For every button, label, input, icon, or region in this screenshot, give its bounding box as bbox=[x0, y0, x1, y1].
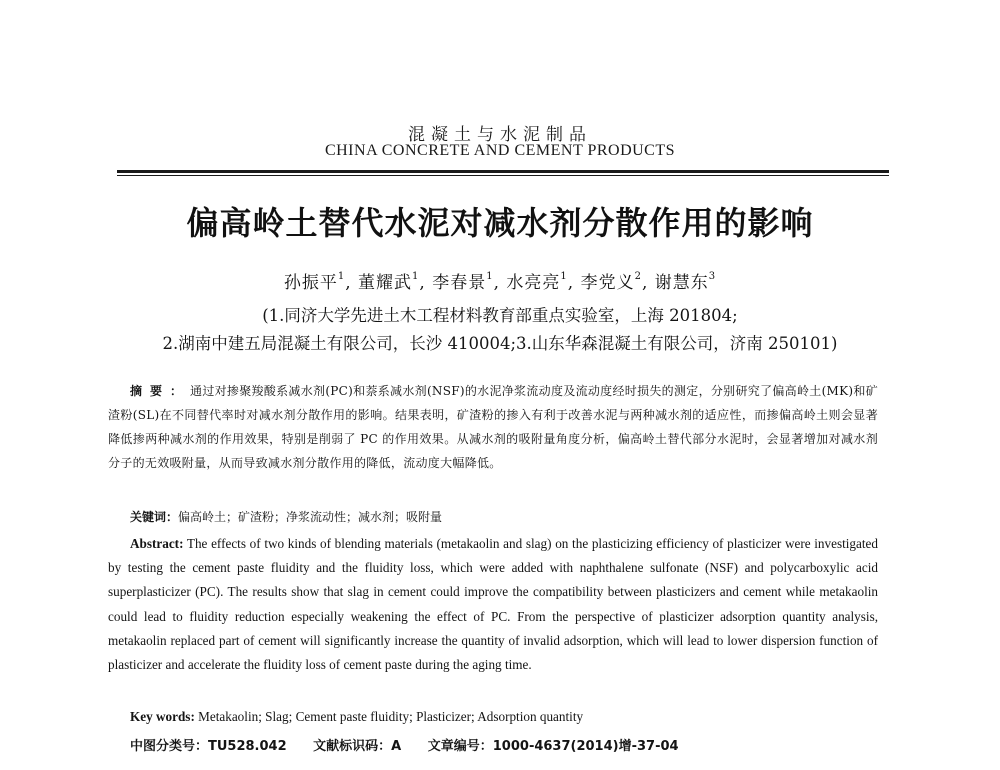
author-name: 李党义 bbox=[580, 273, 635, 293]
classification-line bbox=[130, 735, 830, 754]
abstract-english-label: Abstract: bbox=[130, 536, 184, 551]
journal-name-english: CHINA CONCRETE AND CEMENT PRODUCTS bbox=[324, 142, 676, 159]
author-list: 孙振平$^1$, 董耀武$^1$, 李春景$^1$, 水亮亮$^1$, 李党义$^2$, 谢慧东$^3$ bbox=[283, 271, 717, 293]
keywords-chinese bbox=[130, 507, 870, 527]
abstract-english bbox=[108, 532, 878, 677]
header-rule-thick bbox=[117, 170, 889, 173]
keywords-chinese-label: 关键词： bbox=[130, 510, 179, 524]
author-affil-mark: 2 bbox=[634, 271, 642, 283]
affiliation-line-2: 2.湖南中建五局混凝土有限公司，长沙 410004;3.山东华森混凝土有限公司，济南 250101) bbox=[162, 334, 838, 353]
author-name: 孙振平 bbox=[283, 273, 338, 293]
abstract-chinese bbox=[108, 379, 878, 475]
author-name: 李春景 bbox=[432, 273, 487, 293]
keywords-chinese-text: 偏高岭土；矿渣粉；净浆流动性；减水剂；吸附量 bbox=[178, 510, 443, 524]
keywords-english-text: Metakaolin; Slag; Cement paste fluidity; Plasticizer; Adsorption quantity bbox=[198, 709, 584, 724]
keywords-english-label: Key words: bbox=[130, 709, 195, 724]
paper-title: 偏高岭土替代水泥对减水剂分散作用的影响 bbox=[186, 204, 814, 242]
author-name: 董耀武 bbox=[358, 273, 413, 293]
article-number: 文章编号：1000-4637(2014)增-37-04 bbox=[427, 739, 679, 754]
document-code: 文献标识码：A bbox=[313, 739, 402, 754]
author-affil-mark: 1 bbox=[412, 271, 420, 283]
author-affil-mark: 1 bbox=[560, 271, 568, 283]
header-rule-thin bbox=[117, 175, 889, 176]
author-name: 谢慧东 bbox=[654, 273, 709, 293]
abstract-chinese-text: 通过对掺聚羧酸系减水剂(PC)和萘系减水剂(NSF)的水泥净浆流动度及流动度经时损失的测定，分别研究了偏高岭土(MK)和矿渣粉(SL)在不同替代率时对减水剂分散作用的影响。结果表明，矿渣粉的掺入有利于改善水泥与两种减水剂的适应性，而掺偏高岭土则会显著降低掺两种减水剂的作用效果，特别是削弱了 PC 的作用效果。从减水剂的吸附量角度分析，偏高岭土替代部分水泥时，会显著增加对减水剂分子的无效吸附量，从而导致减水剂分散作用的降低，流动度大幅降低。 bbox=[108, 384, 878, 470]
author-affil-mark: 1 bbox=[486, 271, 494, 283]
author-name: 水亮亮 bbox=[506, 273, 561, 293]
author-affil-mark: 1 bbox=[337, 271, 346, 283]
author-affil-mark: 3 bbox=[708, 271, 717, 283]
abstract-chinese-label: 摘要： bbox=[130, 384, 191, 398]
affiliation-line-1: (1.同济大学先进土木工程材料教育部重点实验室，上海 201804; bbox=[262, 306, 738, 325]
journal-name-chinese: 混凝土与水泥制品 bbox=[408, 125, 592, 145]
clc-number: 中图分类号：TU528.042 bbox=[130, 739, 287, 754]
abstract-english-text: The effects of two kinds of blending materials (metakaolin and slag) on the plasticizing efficiency of plasticizer were investigated by testing the cement paste fluidity and the fluidity loss, which were added with naphthalene sulfonate (NSF) and polycarboxylic acid superplasticizer (PC). The results show that slag in cement could improve the compatibility between plasticizers and cement while metakaolin could lead to fluidity reduction especially weakening the effect of PC. From the perspective of plasticizer adsorption quantity analysis, metakaolin replaced part of cement will significantly increase the quantity of invalid adsorption, which will lead to lower dispersion function of plasticizer and accelerate the fluidity loss of cement paste during the aging time. bbox=[108, 536, 878, 673]
keywords-english bbox=[130, 708, 870, 726]
